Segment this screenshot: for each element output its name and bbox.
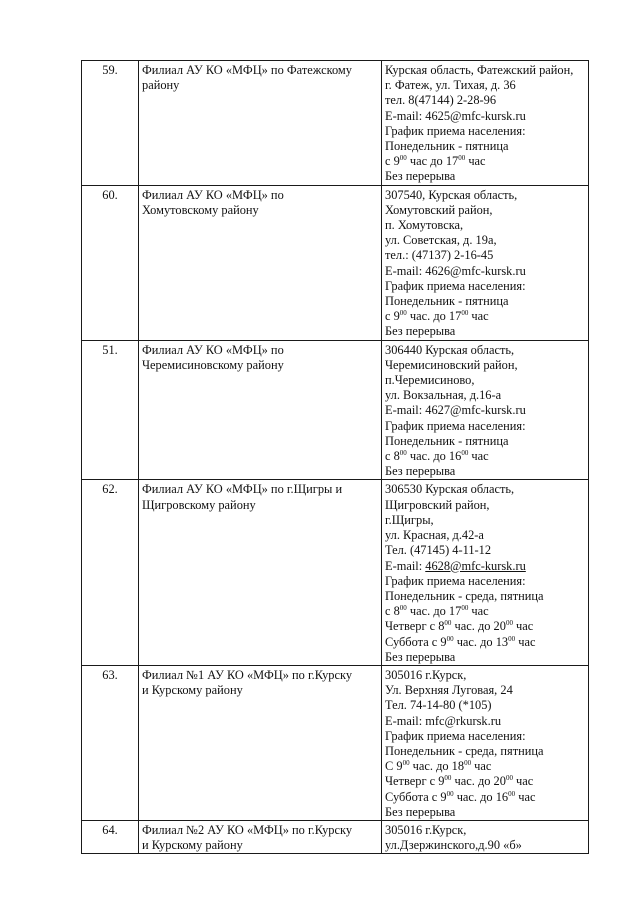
- schedule-hours: [385, 154, 585, 169]
- address-line: 305016 г.Курск,: [385, 667, 467, 682]
- schedule-days: Понедельник - среда, пятница: [385, 588, 544, 603]
- email-line: E-mail: 4627@mfc-kursk.ru: [385, 403, 526, 418]
- hours-from-minutes: 00: [446, 789, 454, 798]
- schedule-thursday: [385, 774, 585, 789]
- branch-name-cell: [139, 185, 382, 340]
- hours-unit: час: [471, 759, 492, 774]
- branch-name-line: Черемисиновскому району: [142, 357, 284, 372]
- hours-to-minutes: 00: [508, 634, 516, 643]
- row-number: 64.: [82, 820, 139, 853]
- branch-name-cell: [139, 665, 382, 820]
- branch-name-line: Филиал №2 АУ КО «МФЦ» по г.Курску: [142, 822, 353, 837]
- row-number: 59.: [82, 61, 139, 186]
- hours-from-minutes: 00: [399, 309, 407, 318]
- break-note: Без перерыва: [385, 649, 456, 664]
- hours-from: Четверг с 9: [385, 774, 445, 789]
- hours-from-minutes: 00: [402, 759, 410, 768]
- schedule-saturday: [385, 635, 585, 650]
- address-line: Щигровский район,: [385, 497, 490, 512]
- hours-unit: час: [468, 449, 489, 464]
- branch-name-line: Хомутовскому району: [142, 202, 259, 217]
- hours-unit: час: [512, 774, 534, 789]
- address-line: 306530 Курская область,: [385, 482, 515, 497]
- hours-unit: час: [515, 789, 536, 804]
- branch-name-line: Филиал АУ КО «МФЦ» по Фатежскому: [142, 63, 352, 77]
- branch-name-line: и Курскому району: [142, 838, 243, 853]
- branch-name-cell: [139, 480, 382, 665]
- address-line: ул. Красная, д.42-а: [385, 528, 484, 543]
- hours-unit: час: [468, 604, 489, 619]
- hours-from: с 8: [385, 604, 400, 619]
- branch-info-cell: [382, 185, 589, 340]
- branch-name-line: району: [142, 78, 180, 93]
- hours-from: Суббота с 9: [385, 789, 447, 804]
- row-number: 60.: [82, 185, 139, 340]
- table-row: [82, 61, 589, 186]
- address-line: ул. Советская, д. 19а,: [385, 233, 497, 248]
- hours-to: час. до 17: [406, 309, 462, 324]
- address-line: ул.Дзержинского,д.90 «б»: [385, 838, 522, 853]
- email-line: [385, 559, 585, 574]
- hours-to-minutes: 00: [461, 604, 469, 613]
- schedule-hours: [385, 309, 585, 324]
- branch-name-line: Филиал АУ КО «МФЦ» по: [142, 187, 284, 202]
- hours-to: час. до 18: [409, 759, 465, 774]
- schedule-days: Понедельник - среда, пятница: [385, 743, 544, 758]
- break-note: Без перерыва: [385, 324, 456, 339]
- hours-from-minutes: 00: [444, 619, 452, 628]
- hours-to-minutes: 00: [461, 449, 469, 458]
- hours-from: с 9: [385, 309, 400, 324]
- hours-from-minutes: 00: [399, 154, 407, 163]
- schedule-heading: График приема населения:: [385, 123, 526, 138]
- branch-name-line: Щигровскому району: [142, 497, 256, 512]
- address-line: п.Черемисиново,: [385, 373, 475, 388]
- phone-line: тел.: (47137) 2-16-45: [385, 248, 494, 263]
- hours-to-minutes: 00: [464, 759, 472, 768]
- branch-info-cell: [382, 820, 589, 853]
- schedule-days: Понедельник - пятница: [385, 139, 509, 154]
- schedule-heading: График приема населения:: [385, 418, 526, 433]
- hours-to-minutes: 00: [505, 774, 513, 783]
- branch-name-line: Филиал АУ КО «МФЦ» по г.Щигры и: [142, 482, 343, 497]
- hours-from-minutes: 00: [444, 774, 452, 783]
- table-row: [82, 340, 589, 480]
- hours-to: час. до 20: [451, 774, 506, 789]
- branch-name-cell: [139, 340, 382, 480]
- address-line: 306440 Курская область,: [385, 342, 515, 357]
- hours-from: с 9: [385, 154, 400, 169]
- address-line: 305016 г.Курск,: [385, 822, 467, 837]
- hours-from-minutes: 00: [446, 634, 454, 643]
- hours-to: час. до 17: [406, 604, 462, 619]
- break-note: Без перерыва: [385, 169, 456, 184]
- branch-name-cell: [139, 820, 382, 853]
- break-note: Без перерыва: [385, 804, 456, 819]
- row-number: 62.: [82, 480, 139, 665]
- hours-to-minutes: 00: [461, 309, 469, 318]
- row-number: 63.: [82, 665, 139, 820]
- break-note: Без перерыва: [385, 464, 456, 479]
- hours-unit: час: [512, 619, 534, 634]
- schedule-hours: [385, 759, 585, 774]
- branch-info-cell: [382, 340, 589, 480]
- address-line: г. Фатеж, ул. Тихая, д. 36: [385, 78, 516, 93]
- hours-from: С 9: [385, 759, 403, 774]
- hours-to-minutes: 00: [505, 619, 513, 628]
- branch-info-cell: [382, 480, 589, 665]
- hours-from: с 8: [385, 449, 400, 464]
- schedule-days: Понедельник - пятница: [385, 433, 509, 448]
- hours-unit: час: [468, 309, 489, 324]
- schedule-heading: График приема населения:: [385, 728, 526, 743]
- hours-to: час. до 16: [406, 449, 462, 464]
- address-line: г.Щигры,: [385, 512, 434, 527]
- phone-line: тел. 8(47144) 2-28-96: [385, 93, 497, 108]
- branch-name-line: Филиал АУ КО «МФЦ» по: [142, 342, 284, 357]
- hours-to: час до 17: [406, 154, 459, 169]
- branch-name-cell: [139, 61, 382, 186]
- schedule-saturday: [385, 790, 585, 805]
- table-row: [82, 185, 589, 340]
- hours-to: час. до 20: [451, 619, 506, 634]
- address-line: Курская область, Фатежский район,: [385, 63, 574, 77]
- phone-line: Тел. (47145) 4-11-12: [385, 543, 492, 558]
- email-label: E-mail:: [385, 558, 426, 573]
- address-line: ул. Вокзальная, д.16-а: [385, 388, 502, 403]
- branch-name-line: и Курскому району: [142, 683, 243, 698]
- schedule-thursday: [385, 619, 585, 634]
- table-row: [82, 480, 589, 665]
- phone-line: Тел. 74-14-80 (*105): [385, 698, 492, 713]
- hours-to-minutes: 00: [508, 789, 516, 798]
- email-line: E-mail: 4626@mfc-kursk.ru: [385, 263, 526, 278]
- hours-from: Суббота с 9: [385, 634, 447, 649]
- branch-info-cell: [382, 665, 589, 820]
- schedule-hours: [385, 449, 585, 464]
- address-line: п. Хомутовска,: [385, 218, 464, 233]
- branch-name-line: Филиал №1 АУ КО «МФЦ» по г.Курску: [142, 667, 353, 682]
- hours-from-minutes: 00: [399, 604, 407, 613]
- hours-to: час. до 13: [453, 634, 509, 649]
- address-line: Хомутовский район,: [385, 202, 493, 217]
- email-line: E-mail: mfc@rkursk.ru: [385, 713, 502, 728]
- schedule-hours: [385, 604, 585, 619]
- address-line: Черемисиновский район,: [385, 357, 518, 372]
- address-line: Ул. Верхняя Луговая, 24: [385, 683, 513, 698]
- email-link[interactable]: 4628@mfc-kursk.ru: [425, 558, 526, 573]
- hours-unit: час: [465, 154, 486, 169]
- branch-info-cell: [382, 61, 589, 186]
- hours-from: Четверг с 8: [385, 619, 445, 634]
- branches-table: [81, 60, 589, 854]
- hours-from-minutes: 00: [399, 449, 407, 458]
- email-line: E-mail: 4625@mfc-kursk.ru: [385, 108, 526, 123]
- hours-to: час. до 16: [453, 789, 509, 804]
- table-row: [82, 820, 589, 853]
- schedule-heading: График приема населения:: [385, 278, 526, 293]
- hours-unit: час: [515, 634, 536, 649]
- hours-to-minutes: 00: [458, 154, 466, 163]
- schedule-days: Понедельник - пятница: [385, 294, 509, 309]
- table-row: [82, 665, 589, 820]
- row-number: 51.: [82, 340, 139, 480]
- address-line: 307540, Курская область,: [385, 187, 518, 202]
- schedule-heading: График приема населения:: [385, 573, 526, 588]
